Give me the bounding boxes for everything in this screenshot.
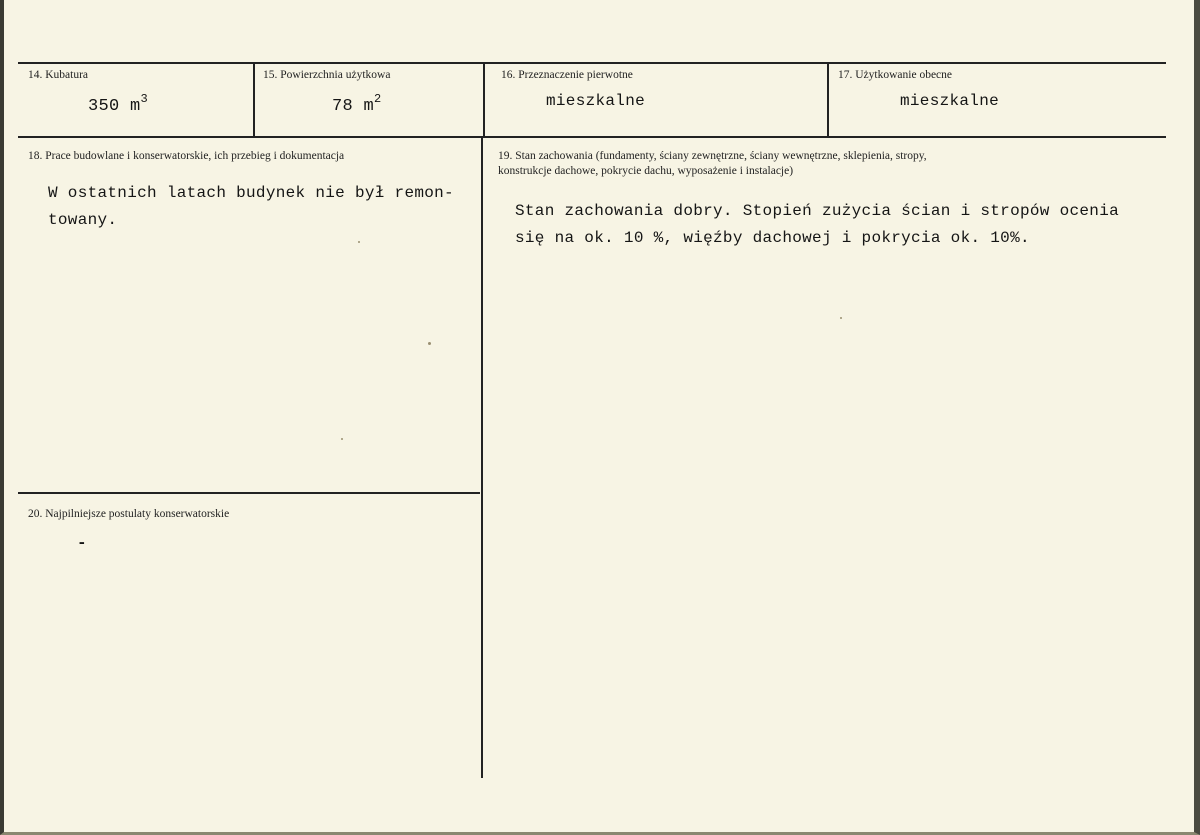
col-divider-15-16 — [483, 62, 485, 136]
field-15-value: 78 $m^2$ — [332, 92, 382, 116]
field-19-text-line-2: się na ok. 10 %, więźby dachowej i pokrycia ok. 10%. — [515, 229, 1030, 247]
field-20-label: 20. Najpilniejsze postulaty konserwatorskie — [28, 508, 230, 520]
field-17-value: mieszkalne — [900, 92, 1000, 110]
paper-speck — [358, 241, 360, 243]
col-divider-left-right — [481, 136, 483, 778]
field-19-label-line-2: konstrukcje dachowe, pokrycie dachu, wyposażenie i instalacje) — [498, 165, 794, 177]
paper-speck — [341, 438, 343, 440]
field-15-label: 15. Powierzchnia użytkowa — [263, 69, 391, 81]
field-19-text-line-1: Stan zachowania dobry. Stopień zużycia ścian i stropów ocenia — [515, 202, 1119, 220]
col-divider-14-15 — [253, 62, 255, 136]
col-divider-16-17 — [827, 62, 829, 136]
paper-speck — [428, 342, 431, 345]
field-14-exponent: 3 — [140, 92, 149, 106]
field-18-text-line-1: W ostatnich latach budynek nie był remon- — [48, 184, 454, 202]
field-18-20-divider — [18, 492, 480, 494]
field-16-label: 16. Przeznaczenie pierwotne — [501, 69, 633, 81]
field-18-label: 18. Prace budowlane i konserwatorskie, ich przebieg i dokumentacja — [28, 150, 345, 162]
field-18-text-line-2: towany. — [48, 211, 118, 229]
field-17-label: 17. Użytkowanie obecne — [838, 69, 953, 81]
paper-speck — [840, 317, 842, 319]
field-19-label-line-1: 19. Stan zachowania (fundamenty, ściany zewnętrzne, ściany wewnętrzne, sklepienia, stropy, — [498, 150, 927, 162]
field-14-value: 350 $m^3$ — [88, 92, 149, 116]
top-rule — [18, 62, 1166, 64]
field-20-value: - — [77, 534, 87, 552]
field-16-value: mieszkalne — [546, 92, 646, 110]
field-14-label: 14. Kubatura — [28, 69, 89, 81]
field-15-exponent: 2 — [374, 92, 382, 106]
row-divider-rule — [18, 136, 1166, 138]
